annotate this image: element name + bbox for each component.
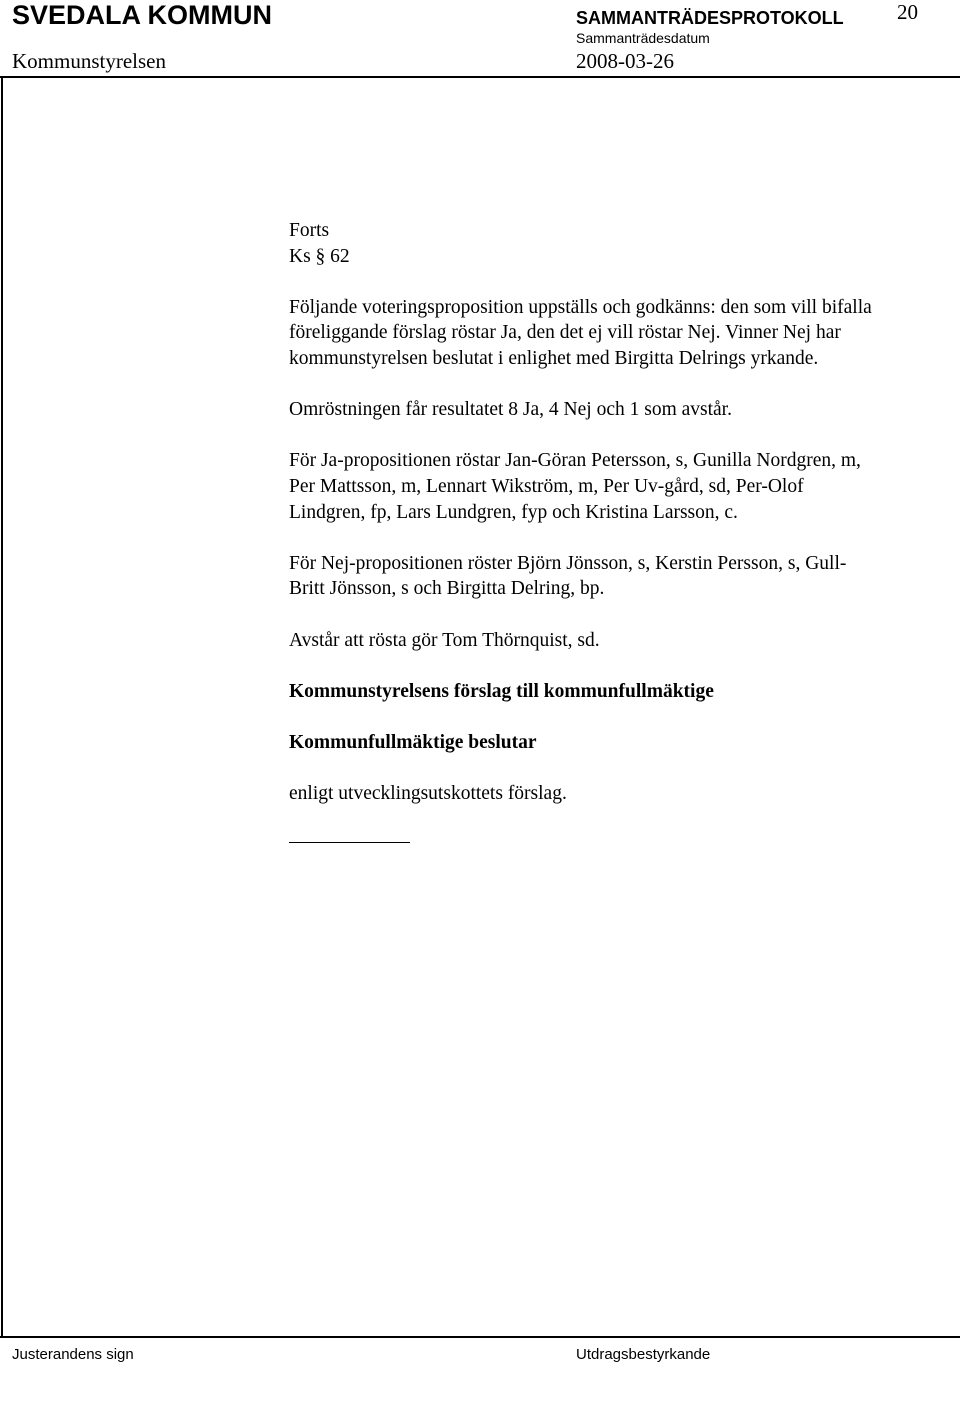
header-divider <box>0 76 960 78</box>
extract-certification-label: Utdragsbestyrkande <box>576 1346 711 1363</box>
meeting-date-label: Sammanträdesdatum <box>576 30 710 46</box>
case-reference: Ks § 62 <box>289 245 350 267</box>
heading-proposal: Kommunstyrelsens förslag till kommunfullmäktige <box>289 680 714 702</box>
continued-label: Forts <box>289 220 330 241</box>
signature-label: Justerandens sign <box>12 1346 134 1363</box>
paragraph-voting-proposition: Följande voteringsproposition uppställs och godkänns: den som vill bifalla föreliggande förslag röstar Ja, den det ej vill röstar Nej. Vinner Nej har kommunstyrelsen beslutat i enlighet med Birgitta Delrings yrkande. <box>289 296 872 369</box>
committee-name: Kommunstyrelsen <box>12 49 166 73</box>
organization-name: SVEDALA KOMMUN <box>12 0 272 30</box>
heading-decision: Kommunfullmäktige beslutar <box>289 731 537 753</box>
paragraph-abstention: Avstår att rösta gör Tom Thörnquist, sd. <box>289 629 600 651</box>
left-margin-line <box>1 76 3 1338</box>
meeting-date: 2008-03-26 <box>576 49 674 73</box>
footer-divider <box>0 1336 960 1338</box>
paragraph-no-votes: För Nej-propositionen röster Björn Jönsson, s, Kerstin Persson, s, Gull-Britt Jönsson, s och Birgitta Delring, bp. <box>289 552 847 600</box>
decision-text: enligt utvecklingsutskottets förslag. <box>289 783 567 805</box>
document-type: SAMMANTRÄDESPROTOKOLL <box>576 8 844 28</box>
paragraph-yes-votes: För Ja-propositionen röstar Jan-Göran Petersson, s, Gunilla Nordgren, m, Per Mattsson, m, Lennart Wikström, m, Per Uv-gård, sd, Per-Olof Lindgren, fp, Lars Lundgren, fyp och Kristina Larsson, c. <box>289 450 861 523</box>
page-number: 20 <box>897 0 918 24</box>
end-rule <box>289 842 410 843</box>
protocol-body <box>289 218 879 843</box>
paragraph-vote-result: Omröstningen får resultatet 8 Ja, 4 Nej och 1 som avstår. <box>289 399 732 421</box>
